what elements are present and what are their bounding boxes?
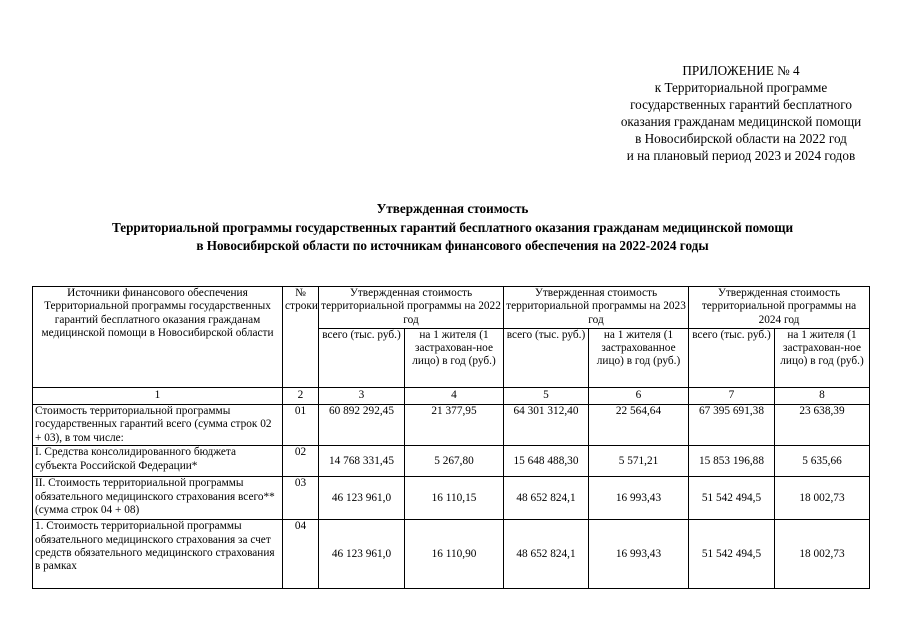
column-number: 8 [775,388,870,405]
cost-table [32,286,870,589]
value-cell: 16 110,90 [405,520,504,589]
column-numbers-row [33,388,870,405]
row-label: I. Средства консолидированного бюджета субъекта Российской Федерации* [33,446,283,477]
header-year-2022: Утвержденная стоимость территориальной программы на 2022 год [319,287,504,329]
table-row [33,520,870,589]
value-cell: 5 571,21 [589,446,689,477]
header-row [33,287,870,329]
value-cell: 16 993,43 [589,520,689,589]
column-number: 5 [504,388,589,405]
value-cell: 23 638,39 [775,405,870,446]
header-year-2024: Утвержденная стоимость территориальной программы на 2024 год [689,287,870,329]
value-cell: 18 002,73 [775,520,870,589]
value-cell: 48 652 824,1 [504,520,589,589]
title-line: в Новосибирской области по источникам финансового обеспечения на 2022-2024 годы [196,238,709,253]
value-cell: 5 635,66 [775,446,870,477]
appendix-line: в Новосибирской области на 2022 год [635,131,847,146]
value-cell: 15 648 488,30 [504,446,589,477]
subheader-per-capita: на 1 жителя (1 застрахованное лицо) в год (руб.) [589,328,689,387]
subheader-per-capita: на 1 жителя (1 застрахован-ное лицо) в год (руб.) [405,328,504,387]
subheader-per-capita: на 1 жителя (1 застрахован-ное лицо) в год (руб.) [775,328,870,387]
column-number: 2 [283,388,319,405]
value-cell: 16 110,15 [405,477,504,520]
table-row [33,477,870,520]
value-cell: 16 993,43 [589,477,689,520]
value-cell: 64 301 312,40 [504,405,589,446]
value-cell: 67 395 691,38 [689,405,775,446]
header-year-2023: Утвержденная стоимость территориальной программы на 2023 год [504,287,689,329]
appendix-line: к Территориальной программе [654,80,828,95]
row-number: 03 [283,477,319,520]
column-number: 6 [589,388,689,405]
table-row [33,405,870,446]
value-cell: 60 892 292,45 [319,405,405,446]
row-label: 1. Стоимость территориальной программы обязательного медицинского страхования за счет средств обязательного медицинского страхования в рамках [33,520,283,589]
appendix-line: и на плановый период 2023 и 2024 годов [626,148,856,163]
value-cell: 48 652 824,1 [504,477,589,520]
row-label: Стоимость территориальной программы государственных гарантий всего (сумма строк 02 + 03), в том числе: [33,405,283,446]
row-number: 04 [283,520,319,589]
value-cell: 21 377,95 [405,405,504,446]
title-line: Утвержденная стоимость [376,201,529,216]
header-row-number: № строки [283,287,319,388]
column-number: 4 [405,388,504,405]
appendix-line: оказания гражданам медицинской помощи [620,114,862,129]
value-cell: 51 542 494,5 [689,520,775,589]
column-number: 3 [319,388,405,405]
value-cell: 22 564,64 [589,405,689,446]
value-cell: 46 123 961,0 [319,520,405,589]
appendix-line: ПРИЛОЖЕНИЕ № 4 [682,63,800,78]
value-cell: 14 768 331,45 [319,446,405,477]
subheader-total: всего (тыс. руб.) [504,328,589,387]
value-cell: 15 853 196,88 [689,446,775,477]
appendix-line: государственных гарантий бесплатного [630,97,852,112]
row-number: 01 [283,405,319,446]
subheader-total: всего (тыс. руб.) [319,328,405,387]
value-cell: 46 123 961,0 [319,477,405,520]
header-source: Источники финансового обеспечения Территориальной программы государственных гарантий бесплатного оказания гражданам медицинской помощи в Новосибирской области [33,287,283,388]
subheader-total: всего (тыс. руб.) [689,328,775,387]
column-number: 1 [33,388,283,405]
value-cell: 18 002,73 [775,477,870,520]
value-cell: 51 542 494,5 [689,477,775,520]
table-row [33,446,870,477]
value-cell: 5 267,80 [405,446,504,477]
title-line: Территориальной программы государственных гарантий бесплатного оказания гражданам медицинской помощи [111,219,794,235]
column-number: 7 [689,388,775,405]
row-label: II. Стоимость территориальной программы обязательного медицинского страхования всего** (сумма строк 04 + 08) [33,477,283,520]
appendix-header [586,62,896,164]
row-number: 02 [283,446,319,477]
document-title [0,200,905,256]
